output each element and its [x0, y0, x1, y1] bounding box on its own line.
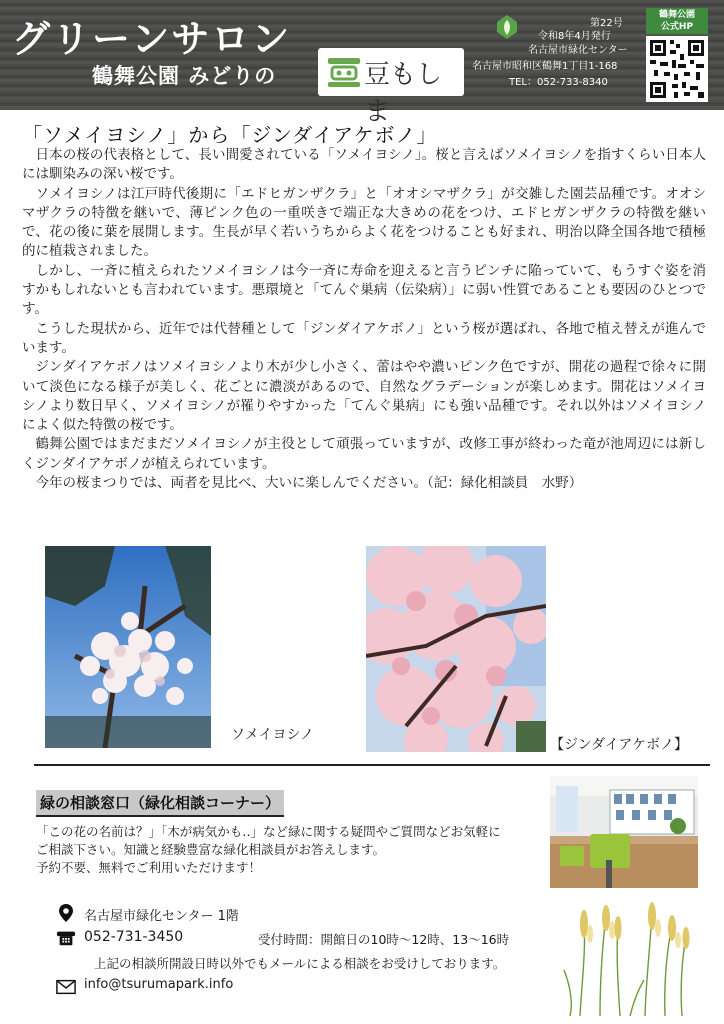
email-address[interactable]: info@tsurumapark.info [84, 977, 234, 992]
reception-hours: 受付時間：開館日の10時～12時、13～16時 [258, 932, 510, 947]
email-consult-note: 上記の相談所開設日時以外でもメールによる相談をお受けしております。 [94, 956, 506, 971]
article-paragraph: しかし、一斉に植えられたソメイヨシノは今一斉に寿命を迎えると言うピンチに陥っていて、もうすぐ姿を消すかもしれないとも言われています。悪環境と「てんぐ巣病（伝染病）」に弱い性質であることも要因のひとつです。 [22, 262, 706, 318]
envelope-icon [56, 977, 76, 997]
article-title: 「ソメイヨシノ」から「ジンダイアケボノ」 [22, 123, 438, 147]
publisher-name: 名古屋市緑化センター [528, 45, 628, 56]
photo-caption-jindai: 【ジンダイアケボノ】 [550, 737, 688, 753]
green-center-logo-icon [496, 14, 518, 40]
publisher-tel: TEL：052-733-8340 [509, 77, 608, 88]
mamemoshima-logo [318, 48, 464, 127]
consult-title: 緑の相談窓口（緑化相談コーナー） [36, 790, 284, 817]
newsletter-subtitle: 鶴舞公園 みどりの [92, 64, 277, 88]
header-banner [0, 0, 724, 127]
somei-yoshino-photo [45, 546, 211, 748]
qr-code-icon[interactable] [646, 36, 708, 102]
section-divider [34, 764, 710, 766]
qr-label: 鶴舞公園 公式HP [646, 8, 708, 34]
publisher-address: 名古屋市昭和区鶴舞1丁目1-168 [472, 61, 618, 72]
article-paragraph: 日本の桜の代表格として、長い間愛されている「ソメイヨシノ」。桜と言えばソメイヨシノを指すくらい日本人には馴染みの深い桜です。 [22, 147, 706, 183]
map-pin-icon [56, 903, 76, 923]
grass-illustration [560, 900, 700, 1016]
article-body [22, 146, 706, 493]
article-paragraph: 今年の桜まつりでは、両者を見比べ、大いに楽しんでください。（記：緑化相談員 水野） [35, 475, 583, 492]
article-paragraph: ソメイヨシノは江戸時代後期に「エドヒガンザクラ」と「オオシマザクラ」が交雑した園芸品種です。オオシマザクラの特徴を継いで、薄ピンク色の一重咲きで端正な大きめの花をつけ、エドヒガンザクラの特徴を継いで、花の後に葉を展開します。生長が早く若いうちからよく花をつけることも好まれ、明治以降全国各地で積極的に植栽されました。 [22, 185, 706, 260]
logo-text: 豆もしま [364, 60, 443, 127]
newsletter-title: グリーンサロン [12, 17, 292, 61]
article-paragraph: ジンダイアケボノはソメイヨシノより木が少し小さく、蕾はやや濃いピンク色ですが、開花の過程で徐々に開いて淡色になる様子が美しく、花ごとに濃淡があるので、自然なグラデーションが楽しめます。開花はソメイヨシノより数日早く、ソメイヨシノが罹りやすかった「てんぐ巣病」にも強い品種です。それ以外はソメイヨシノによく似た特徴の桜です。 [22, 359, 706, 434]
location-text: 名古屋市緑化センター 1階 [84, 909, 239, 924]
consult-description: 「この花の名前は？」「木が病気かも‥」など緑に関する疑問やご質問などお気軽に ご相談下さい。知識と経験豊富な緑化相談員がお答えします。 予約不要、無料でご利用いただけます！ [36, 824, 501, 875]
article-paragraph: こうした現状から、近年では代替種として「ジンダイアケボノ」という桜が選ばれ、各地で植え替えが進んでいます。 [22, 320, 706, 356]
photo-caption-somei: ソメイヨシノ [231, 727, 314, 743]
consultation-office-photo [550, 776, 698, 888]
bean-logo-icon [326, 54, 362, 90]
telephone-icon [56, 928, 76, 948]
article-paragraph: 鶴舞公園ではまだまだソメイヨシノが主役として頑張っていますが、改修工事が終わった竜が池周辺には新しくジンダイアケボノが植えられています。 [22, 436, 706, 472]
phone-number[interactable]: 052-731-3450 [84, 929, 184, 945]
issue-date: 令和8年4月発行 [538, 31, 611, 42]
issue-number: 第22号 [590, 18, 623, 29]
jindai-akebono-photo [366, 546, 546, 752]
